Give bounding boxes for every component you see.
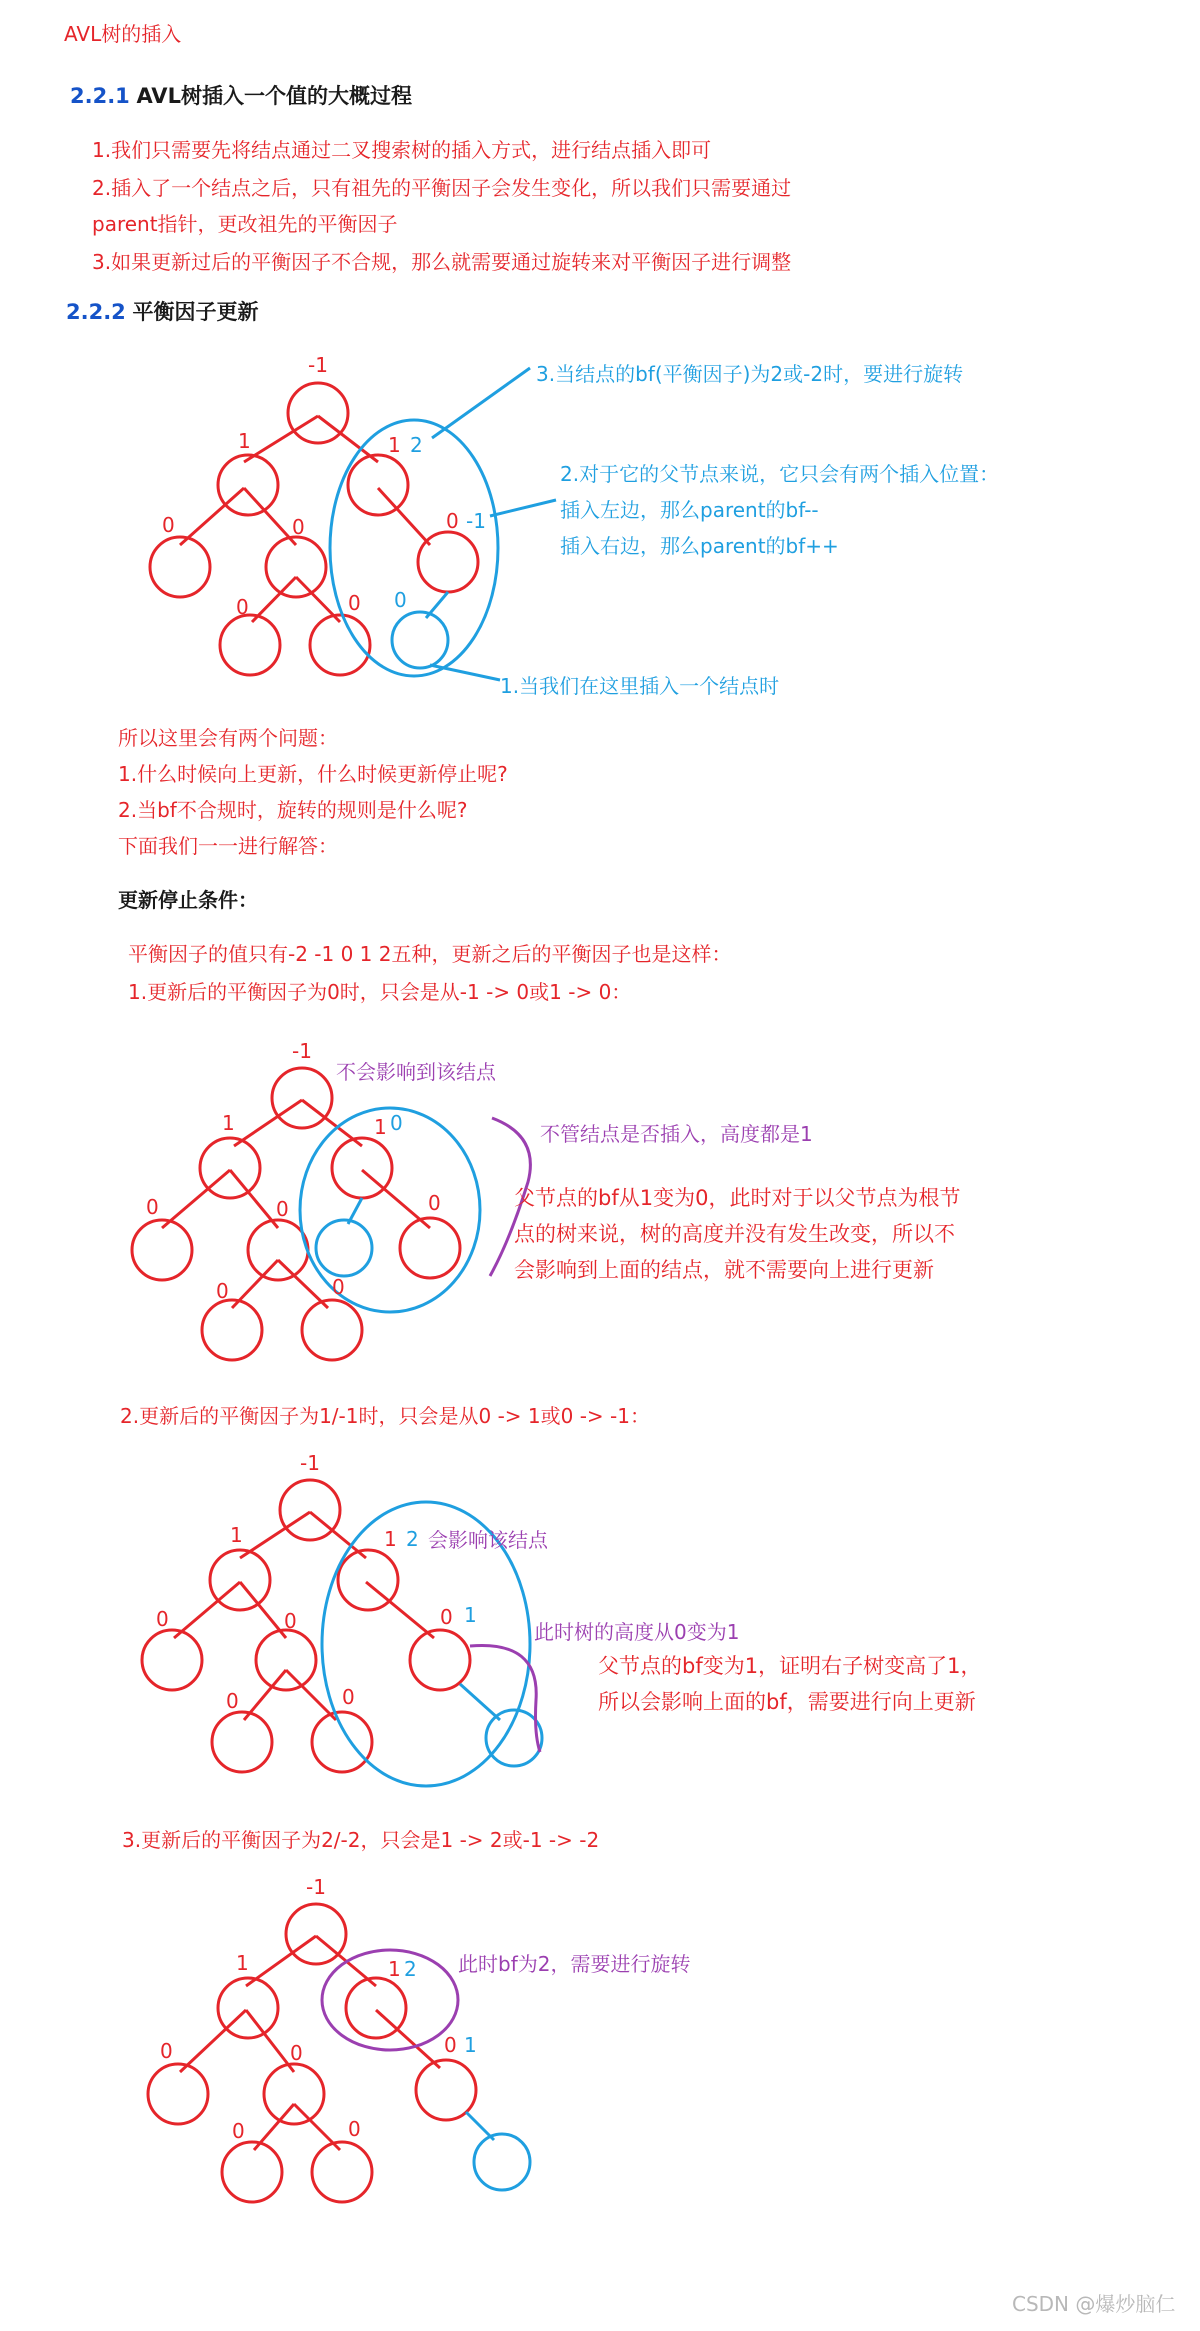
- bf-label: 1: [230, 1523, 243, 1547]
- process-line-3: parent指针，更改祖先的平衡因子: [92, 212, 398, 236]
- bf-label: 0: [232, 2119, 245, 2143]
- section-number: 2.2.2: [66, 300, 126, 324]
- case-2-title: 2.更新后的平衡因子为1/-1时，只会是从0 -> 1或0 -> -1：: [120, 1404, 650, 1428]
- bf-label: 0: [446, 509, 459, 533]
- bf-label: 0: [290, 2041, 303, 2065]
- stop-heading: 更新停止条件：: [118, 888, 258, 912]
- explanation-line-2: 点的树来说，树的高度并没有发生改变，所以不: [514, 1222, 955, 1246]
- annotation-parent-1: 2.对于它的父节点来说，它只会有两个插入位置：: [560, 462, 1000, 486]
- annotation-rotate-needed: 此时bf为2，需要进行旋转: [458, 1952, 691, 1976]
- annotation-no-effect: 不会影响到该结点: [336, 1060, 496, 1084]
- process-line-2: 2.插入了一个结点之后，只有祖先的平衡因子会发生变化，所以我们只需要通过: [92, 176, 792, 200]
- bf-label: -1: [292, 1039, 312, 1063]
- question-1: 1.什么时候向上更新，什么时候更新停止呢?: [118, 762, 508, 786]
- section-title: 平衡因子更新: [132, 300, 259, 324]
- bf-label: 0: [162, 513, 175, 537]
- bf-label: 1: [384, 1527, 397, 1551]
- bf-label: 0: [342, 1685, 355, 1709]
- inserted-node: [474, 2134, 530, 2190]
- bf-label: 0: [276, 1197, 289, 1221]
- stop-intro: 平衡因子的值只有-2 -1 0 1 2五种，更新之后的平衡因子也是这样：: [128, 942, 732, 966]
- section-title: AVL树插入一个值的大概过程: [136, 84, 412, 108]
- page-title: AVL树的插入: [64, 22, 182, 46]
- bf-label: -1: [466, 509, 486, 533]
- tree-node: [312, 2142, 372, 2202]
- bf-label: 1: [388, 433, 401, 457]
- explanation-line-2: 所以会影响上面的bf，需要进行向上更新: [598, 1690, 976, 1714]
- explanation-line-1: 父节点的bf从1变为0，此时对于以父节点为根节: [514, 1186, 961, 1210]
- bf-label: 0: [160, 2039, 173, 2063]
- annotation-parent-2: 插入左边，那么parent的bf--: [560, 498, 819, 522]
- bf-label: 0: [444, 2033, 457, 2057]
- tree-node: [218, 1978, 278, 2038]
- explanation-line-1: 父节点的bf变为1，证明右子树变高了1，: [598, 1654, 982, 1678]
- annotation-insert: 1.当我们在这里插入一个结点时: [500, 674, 780, 698]
- bf-label: 0: [216, 1279, 229, 1303]
- tree-node: [286, 1904, 346, 1964]
- watermark: CSDN @爆炒脑仁: [1012, 2292, 1176, 2316]
- tree-node: [416, 2060, 476, 2120]
- annotation-height-unchanged: 不管结点是否插入，高度都是1: [540, 1122, 813, 1146]
- bf-label: 0: [284, 1609, 297, 1633]
- explanation-line-3: 会影响到上面的结点，就不需要向上进行更新: [514, 1258, 934, 1282]
- bf-label: 1: [222, 1111, 235, 1135]
- question-intro: 所以这里会有两个问题：: [118, 726, 338, 750]
- bf-label: -1: [308, 353, 328, 377]
- tree-node: [264, 2064, 324, 2124]
- tree-node: [222, 2142, 282, 2202]
- bf-label: 0: [332, 1275, 345, 1299]
- bf-label: 1: [236, 1951, 249, 1975]
- bf-label: 0: [226, 1689, 239, 1713]
- annotation-height-changed: 此时树的高度从0变为1: [534, 1620, 740, 1644]
- annotation-rotate: 3.当结点的bf(平衡因子)为2或-2时，要进行旋转: [536, 362, 964, 386]
- question-outro: 下面我们一一进行解答：: [118, 834, 338, 858]
- bf-label: 1: [388, 1957, 401, 1981]
- question-2: 2.当bf不合规时，旋转的规则是什么呢?: [118, 798, 468, 822]
- bf-label: 0: [394, 588, 407, 612]
- bf-label: 0: [428, 1191, 441, 1215]
- bf-label: 0: [292, 515, 305, 539]
- bf-label: 0: [348, 2117, 361, 2141]
- process-line-1: 1.我们只需要先将结点通过二叉搜索树的插入方式，进行结点插入即可: [92, 138, 712, 162]
- bf-label: 2: [410, 433, 423, 457]
- tree-node: [148, 2064, 208, 2124]
- case-3-title: 3.更新后的平衡因子为2/-2，只会是1 -> 2或-1 -> -2: [122, 1828, 600, 1852]
- bf-label: -1: [306, 1875, 326, 1899]
- bf-label: 0: [236, 595, 249, 619]
- bf-label: -1: [300, 1451, 320, 1475]
- bf-label: 0: [156, 1607, 169, 1631]
- bf-label: 0: [440, 1605, 453, 1629]
- process-line-4: 3.如果更新过后的平衡因子不合规，那么就需要通过旋转来对平衡因子进行调整: [92, 250, 792, 274]
- tree-node: [346, 1978, 406, 2038]
- bf-label: 0: [348, 591, 361, 615]
- bf-label: 0: [390, 1111, 403, 1135]
- bf-label: 0: [146, 1195, 159, 1219]
- bf-label: 1: [374, 1115, 387, 1139]
- bf-label: 1: [464, 2033, 477, 2057]
- section-number: 2.2.1: [70, 84, 130, 108]
- bf-label: 2: [404, 1957, 417, 1981]
- bf-label: 1: [464, 1603, 477, 1627]
- annotation-parent-3: 插入右边，那么parent的bf++: [560, 534, 839, 558]
- annotation-effect: 会影响该结点: [428, 1528, 548, 1552]
- bf-label: 2: [406, 1527, 419, 1551]
- case-1-title: 1.更新后的平衡因子为0时，只会是从-1 -> 0或1 -> 0：: [128, 980, 632, 1004]
- bf-label: 1: [238, 429, 251, 453]
